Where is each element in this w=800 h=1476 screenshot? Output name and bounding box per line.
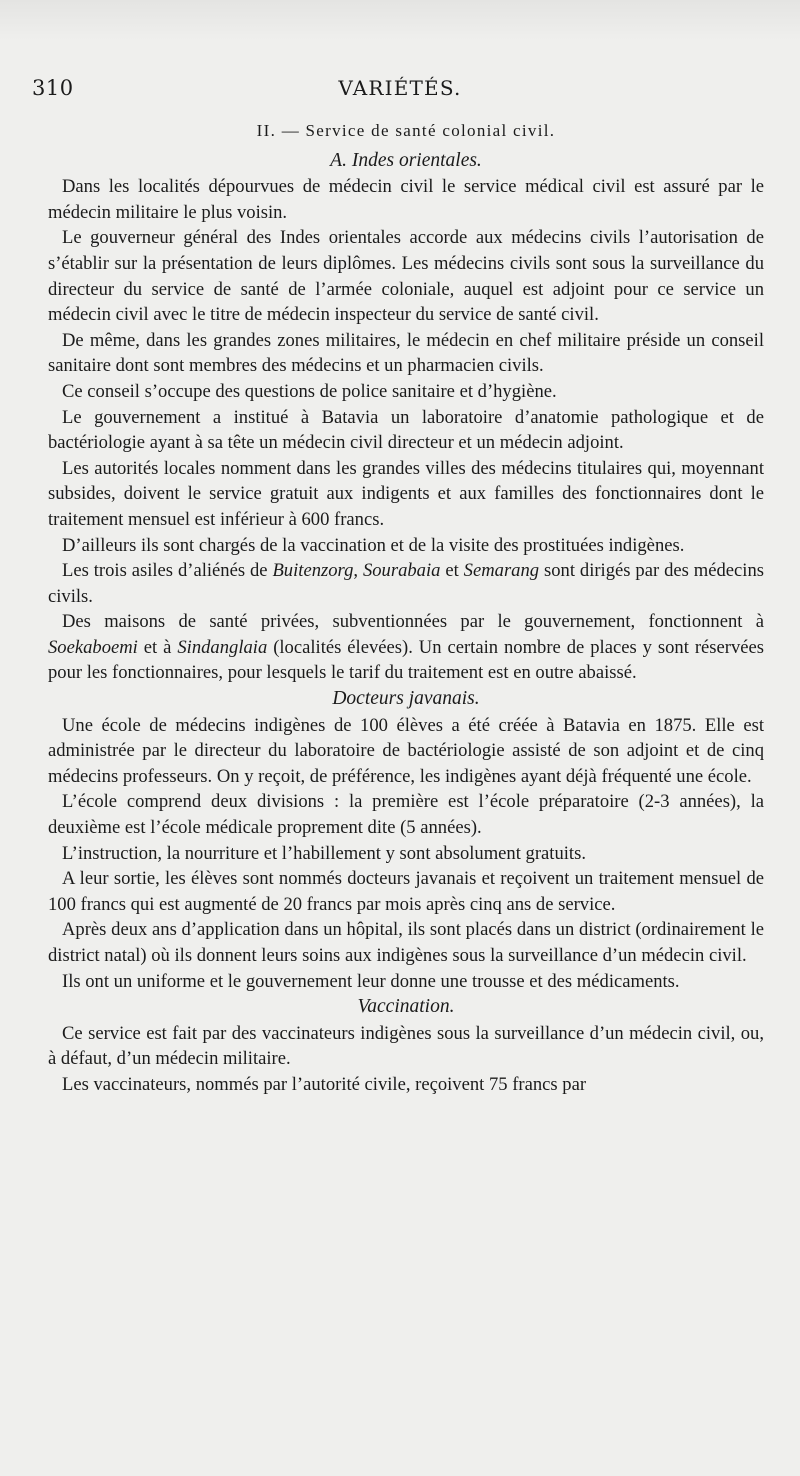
text-run: De même, dans les grandes zones militaires, le médecin en chef militaire préside un conseil sanitaire dont sont membres des médecins et un pharmacien civils. <box>48 329 764 377</box>
text-run: Ils ont un uniforme et le gouvernement leur donne une trousse et des médicaments. <box>62 970 680 992</box>
paragraph <box>48 866 764 917</box>
subsection-title: Vaccination. <box>357 996 455 1018</box>
scan-edge <box>0 0 800 40</box>
paragraph <box>48 917 764 968</box>
text-run: Une école de médecins indigènes de 100 élèves a été créée à Batavia en 1875. Elle est administrée par le directeur du laboratoire de bactériologie assisté de son adjoint et de cinq médecins professeurs. On y reçoit, de préférence, les indigènes ayant déjà fréquenté une école. <box>48 714 764 787</box>
paragraph <box>48 713 764 790</box>
paragraph <box>48 405 764 456</box>
paragraph <box>48 456 764 533</box>
page-number: 310 <box>32 76 74 100</box>
italic-text: Sindanglaia <box>177 636 268 658</box>
italic-text: Buitenzorg <box>272 560 354 582</box>
italic-text: Soekaboemi <box>48 636 138 658</box>
text-run: Le gouverneur général des Indes orientales accorde aux médecins civils l’autorisation de s’établir sur la présentation de leurs diplômes. Les médecins civils sont sous la surveillance du directeur du service de santé de l’armée coloniale, auquel est adjoint pour ce service un médecin civil avec le titre de médecin inspecteur du service de santé civil. <box>48 227 764 326</box>
text-run: sont dirigés par des médecins civils. <box>48 560 764 607</box>
paragraph <box>48 969 764 995</box>
section-title: II. — Service de santé colonial civil. <box>256 121 556 140</box>
subsection-title: Docteurs javanais. <box>332 688 480 710</box>
text-run: A leur sortie, les élèves sont nommés docteurs javanais et reçoivent un traitement mensuel de 100 francs qui est augmenté de 20 francs par mois après cinq ans de service. <box>48 868 764 915</box>
paragraph <box>48 174 764 225</box>
text-run: , <box>353 560 363 582</box>
paragraph <box>48 1021 764 1072</box>
text-run: Ce service est fait par des vaccinateurs indigènes sous la surveillance d’un médecin civil, ou, à défaut, d’un médecin militaire. <box>48 1022 764 1070</box>
subsections <box>48 148 764 1098</box>
text-run: (localités élevées). Un certain nombre de places y sont réservées pour les fonctionnaires, pour lesquels le tarif du traitement est en outre abaissé. <box>48 636 765 684</box>
running-title: VARIÉTÉS. <box>338 76 462 100</box>
italic-text: Sourabaia <box>362 560 441 582</box>
page-header <box>32 76 768 110</box>
text-run: Les vaccinateurs, nommés par l’autorité civile, reçoivent 75 francs par <box>62 1073 587 1095</box>
paragraph <box>48 609 764 686</box>
paragraph <box>48 789 764 840</box>
text-run: Les trois asiles d’aliénés de <box>62 560 273 582</box>
text-run: L’instruction, la nourriture et l’habillement y sont absolument gratuits. <box>62 842 586 864</box>
paragraph <box>48 328 764 379</box>
text-run: et à <box>137 636 178 658</box>
paragraph <box>48 379 764 405</box>
text-run: L’école comprend deux divisions : la première est l’école préparatoire (2-3 années), la deuxième est l’école médicale proprement dite (5 années). <box>48 791 764 839</box>
paragraph <box>48 558 764 609</box>
paragraph <box>48 1072 764 1098</box>
page-body <box>48 118 764 1098</box>
paragraph <box>48 225 764 327</box>
text-run: D’ailleurs ils sont chargés de la vaccination et de la visite des prostituées indigènes. <box>62 534 685 556</box>
text-run: Dans les localités dépourvues de médecin civil le service médical civil est assuré par le médecin militaire le plus voisin. <box>48 176 764 223</box>
text-run: Ce conseil s’occupe des questions de police sanitaire et d’hygiène. <box>62 380 557 402</box>
text-run: Après deux ans d’application dans un hôpital, ils sont placés dans un district (ordinairement le district natal) où ils donnent leurs soins aux indigènes sous la surveillance d’un médecin civil. <box>48 919 764 966</box>
italic-text: Semarang <box>463 560 540 582</box>
subsection-title: A. Indes orientales. <box>330 149 482 171</box>
text-run: Les autorités locales nomment dans les grandes villes des médecins titulaires qui, moyennant subsides, doivent le service gratuit aux indigents et aux familles des fonctionnaires dont le traitement mensuel est inférieur à 600 francs. <box>48 457 764 530</box>
paragraph <box>48 533 764 559</box>
text-run: Le gouvernement a institué à Batavia un laboratoire d’anatomie pathologique et de bactériologie ayant à sa tête un médecin civil directeur et un médecin adjoint. <box>48 406 764 454</box>
text-run: Des maisons de santé privées, subventionnées par le gouvernement, fonctionnent à <box>62 611 764 633</box>
paragraph <box>48 841 764 867</box>
text-run: et <box>440 560 464 582</box>
